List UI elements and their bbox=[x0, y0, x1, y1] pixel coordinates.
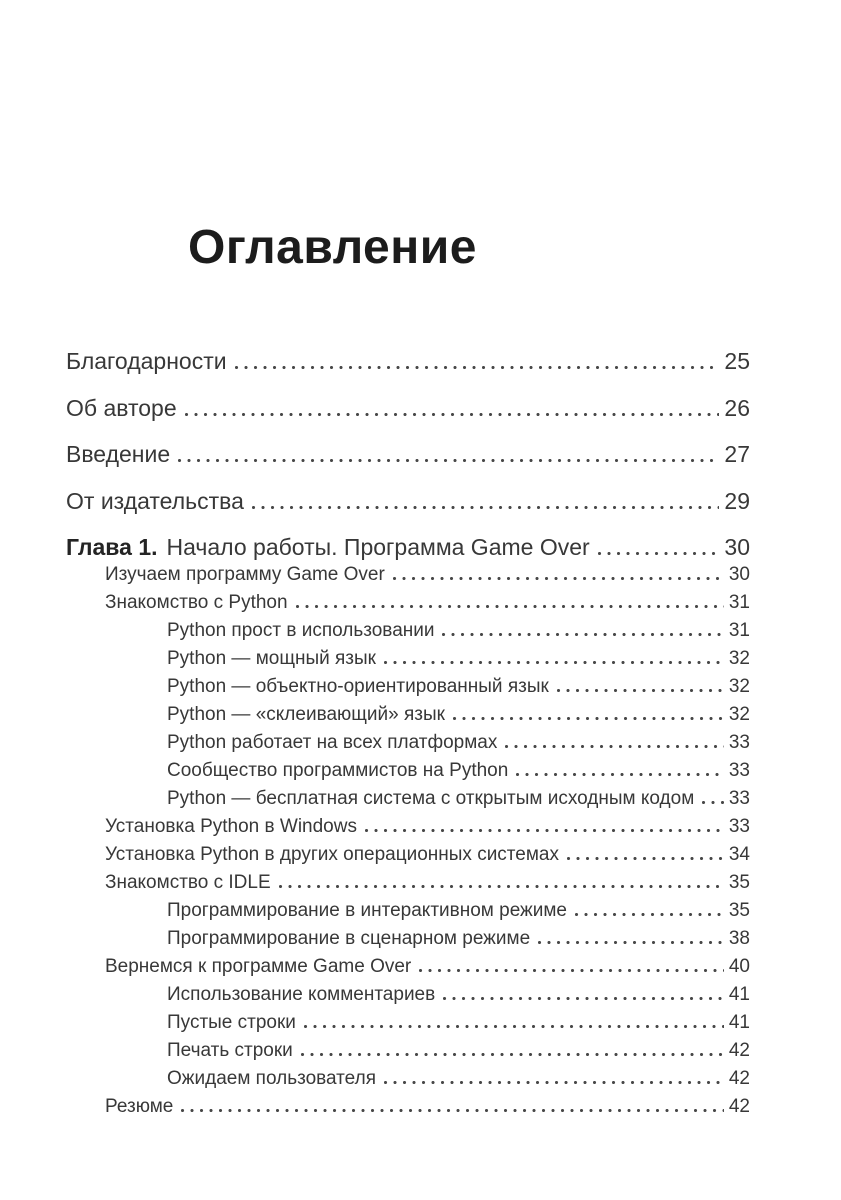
toc-entry-page-number: 41 bbox=[728, 984, 750, 1005]
dot-leader bbox=[252, 506, 720, 509]
toc-entry-page-number: 33 bbox=[728, 760, 750, 781]
toc-entry bbox=[167, 1037, 750, 1065]
toc-entry-page-number: 29 bbox=[724, 487, 750, 514]
toc-entry bbox=[66, 487, 750, 515]
dot-leader bbox=[442, 633, 723, 636]
dot-leader bbox=[384, 1081, 724, 1084]
dot-leader bbox=[557, 689, 724, 692]
dot-leader bbox=[301, 1053, 724, 1056]
toc-entry bbox=[66, 394, 750, 422]
dot-leader bbox=[181, 1109, 723, 1112]
toc-entry-title: Знакомство с Python bbox=[105, 592, 288, 613]
dot-leader bbox=[296, 605, 724, 608]
dot-leader bbox=[567, 857, 724, 860]
dot-leader bbox=[185, 413, 720, 416]
dot-leader bbox=[538, 941, 724, 944]
toc-entry bbox=[167, 925, 750, 953]
page-title: Оглавление bbox=[188, 221, 477, 274]
toc-entry-title: Печать строки bbox=[167, 1040, 293, 1061]
toc-entry-page-number: 42 bbox=[728, 1040, 750, 1061]
toc-entry-page-number: 40 bbox=[728, 956, 750, 977]
toc-entry-page-number: 35 bbox=[728, 872, 750, 893]
toc-entry-title: От издательства bbox=[66, 487, 244, 514]
dot-leader bbox=[575, 913, 724, 916]
dot-leader bbox=[453, 717, 724, 720]
toc-entry-page-number: 42 bbox=[728, 1068, 750, 1089]
toc-entry-title: Python — бесплатная система с открытым исходным кодом bbox=[167, 788, 695, 809]
toc-entry-title: Пустые строки bbox=[167, 1012, 296, 1033]
toc-entry-title: Резюме bbox=[105, 1096, 174, 1117]
toc-entry-title: Программирование в интерактивном режиме bbox=[167, 900, 568, 921]
toc-entry bbox=[167, 673, 750, 701]
toc-entry-page-number: 42 bbox=[728, 1096, 750, 1117]
dot-leader bbox=[365, 829, 724, 832]
toc-entry-page-number: 33 bbox=[728, 816, 750, 837]
dot-leader bbox=[279, 885, 724, 888]
toc-entry bbox=[167, 701, 750, 729]
toc-entry-page-number: 32 bbox=[728, 648, 750, 669]
toc-entry-chapter-label: Глава 1. bbox=[66, 534, 158, 560]
toc-entry-title: Сообщество программистов на Python bbox=[167, 760, 509, 781]
dot-leader bbox=[384, 661, 724, 664]
dot-leader bbox=[178, 459, 719, 462]
toc-entry bbox=[167, 897, 750, 925]
dot-leader bbox=[443, 997, 724, 1000]
toc-entry-title: Установка Python в Windows bbox=[105, 816, 357, 837]
toc-list bbox=[66, 347, 750, 1121]
toc-entry bbox=[167, 1009, 750, 1037]
toc-entry-title: Вернемся к программе Game Over bbox=[105, 956, 412, 977]
dot-leader bbox=[702, 801, 724, 804]
toc-entry-title: Введение bbox=[66, 441, 171, 467]
dot-leader bbox=[505, 745, 724, 748]
toc-entry bbox=[105, 589, 750, 617]
toc-entry bbox=[105, 953, 750, 981]
toc-entry-title: Начало работы. Программа Game Over bbox=[166, 534, 590, 560]
toc-entry bbox=[105, 813, 750, 841]
toc-entry-title: Установка Python в других операционных системах bbox=[105, 844, 559, 865]
toc-entry-title: Благодарности bbox=[66, 348, 227, 374]
toc-entry-title: Знакомство с IDLE bbox=[105, 872, 271, 893]
toc-entry-page-number: 32 bbox=[728, 676, 750, 697]
toc-entry bbox=[167, 617, 750, 645]
toc-entry bbox=[167, 981, 750, 1009]
toc-entry-title: Python работает на всех платформах bbox=[167, 732, 498, 753]
toc-entry-page-number: 33 bbox=[728, 788, 750, 809]
toc-entry bbox=[167, 729, 750, 757]
toc-entry-page-number: 30 bbox=[724, 534, 750, 560]
toc-entry-page-number: 31 bbox=[728, 620, 750, 641]
toc-entry-title: Использование комментариев bbox=[167, 984, 436, 1005]
toc-entry-title: Python — мощный язык bbox=[167, 648, 376, 669]
toc-entry-page-number: 33 bbox=[728, 732, 750, 753]
toc-entry bbox=[105, 841, 750, 869]
toc-entry bbox=[167, 645, 750, 673]
toc-entry-title: Изучаем программу Game Over bbox=[105, 564, 385, 585]
toc-entry-page-number: 41 bbox=[728, 1012, 750, 1033]
toc-entry bbox=[105, 869, 750, 897]
toc-entry bbox=[167, 757, 750, 785]
toc-entry-title: Программирование в сценарном режиме bbox=[167, 928, 531, 949]
toc-entry-title: Ожидаем пользователя bbox=[167, 1068, 376, 1089]
toc-entry-page-number: 27 bbox=[724, 441, 750, 467]
toc-entry bbox=[66, 440, 750, 468]
dot-leader bbox=[598, 552, 720, 555]
toc-entry bbox=[66, 347, 750, 375]
toc-entry-title: Об авторе bbox=[66, 394, 177, 421]
dot-leader bbox=[419, 969, 724, 972]
dot-leader bbox=[304, 1025, 724, 1028]
toc-entry bbox=[66, 533, 750, 561]
dot-leader bbox=[516, 773, 724, 776]
toc-entry-page-number: 30 bbox=[728, 564, 750, 585]
toc-entry bbox=[167, 785, 750, 813]
toc-entry-page-number: 35 bbox=[728, 900, 750, 921]
dot-leader bbox=[393, 577, 724, 580]
toc-entry bbox=[105, 1093, 750, 1121]
toc-entry-page-number: 34 bbox=[728, 844, 750, 865]
dot-leader bbox=[235, 366, 720, 369]
toc-entry-title: Python прост в использовании bbox=[167, 620, 435, 641]
toc-entry-page-number: 32 bbox=[728, 704, 750, 725]
toc-entry bbox=[167, 1065, 750, 1093]
toc-entry-page-number: 26 bbox=[724, 394, 750, 421]
toc-entry-page-number: 25 bbox=[724, 348, 750, 374]
toc-entry-title: Python — «склеивающий» язык bbox=[167, 704, 445, 725]
toc-entry-page-number: 31 bbox=[728, 592, 750, 613]
toc-entry bbox=[105, 561, 750, 589]
toc-entry-page-number: 38 bbox=[728, 928, 750, 949]
toc-entry-title: Python — объектно-ориентированный язык bbox=[167, 676, 549, 697]
